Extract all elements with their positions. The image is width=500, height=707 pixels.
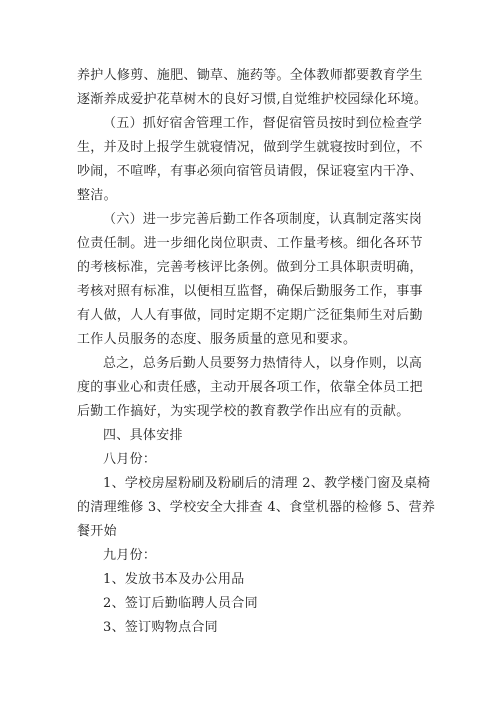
text-line: 后勤工作搞好，为实现学校的教育教学作出应有的贡献。 [77, 404, 410, 419]
text-line: 生，并及时上报学生就寝情况，做到学生就寝按时到位，不 [77, 140, 423, 155]
list-item: 1、发放书本及办公用品 [103, 572, 245, 587]
text-line: 的考核标准，完善考核评比条例。做到分工具体职责明确， [77, 260, 423, 275]
text-line: 逐渐养成爱护花草树木的良好习惯,自觉维护校园绿化环境。 [77, 92, 428, 107]
text-line: （五）抓好宿舍管理工作，督促宿管员按时到位检查学 [103, 116, 423, 131]
text-line: 有人做，人人有事做，同时定期不定期广泛征集师生对后勤 [77, 308, 423, 323]
text-line: 餐开始 [77, 524, 117, 539]
text-line: 位责任制。进一步细化岗位职责、工作量考核。细化各环节 [77, 236, 423, 251]
list-item: 3、签订购物点合同 [103, 620, 218, 635]
text-line: 1、学校房屋粉刷及粉刷后的清理 2、教学楼门窗及桌椅 [103, 476, 431, 491]
text-line: 考核对照有标准，以便相互监督，确保后勤服务工作，事事 [77, 284, 423, 299]
text-line: 的清理维修 3、学校安全大排查 4、食堂机器的检修 5、营养 [77, 500, 436, 515]
text-line: （六）进一步完善后勤工作各项制度，认真制定落实岗 [103, 212, 423, 227]
text-line: 整洁。 [77, 188, 117, 203]
month-heading: 九月份： [103, 548, 157, 563]
month-heading: 八月份： [103, 452, 157, 467]
text-line: 工作人员服务的态度、服务质量的意见和要求。 [77, 332, 357, 347]
text-line: 吵闹，不喧哗，有事必须向宿管员请假，保证寝室内干净、 [77, 164, 423, 179]
text-line: 养护人修剪、施肥、锄草、施药等。全体教师都要教育学生 [77, 68, 423, 83]
text-line: 度的事业心和责任感，主动开展各项工作，依靠全体员工把 [77, 380, 423, 395]
list-item: 2、签订后勤临聘人员合同 [103, 596, 258, 611]
text-line: 总之，总务后勤人员要努力热情待人，以身作则，以高 [103, 356, 423, 371]
section-heading: 四、具体安排 [103, 428, 183, 443]
